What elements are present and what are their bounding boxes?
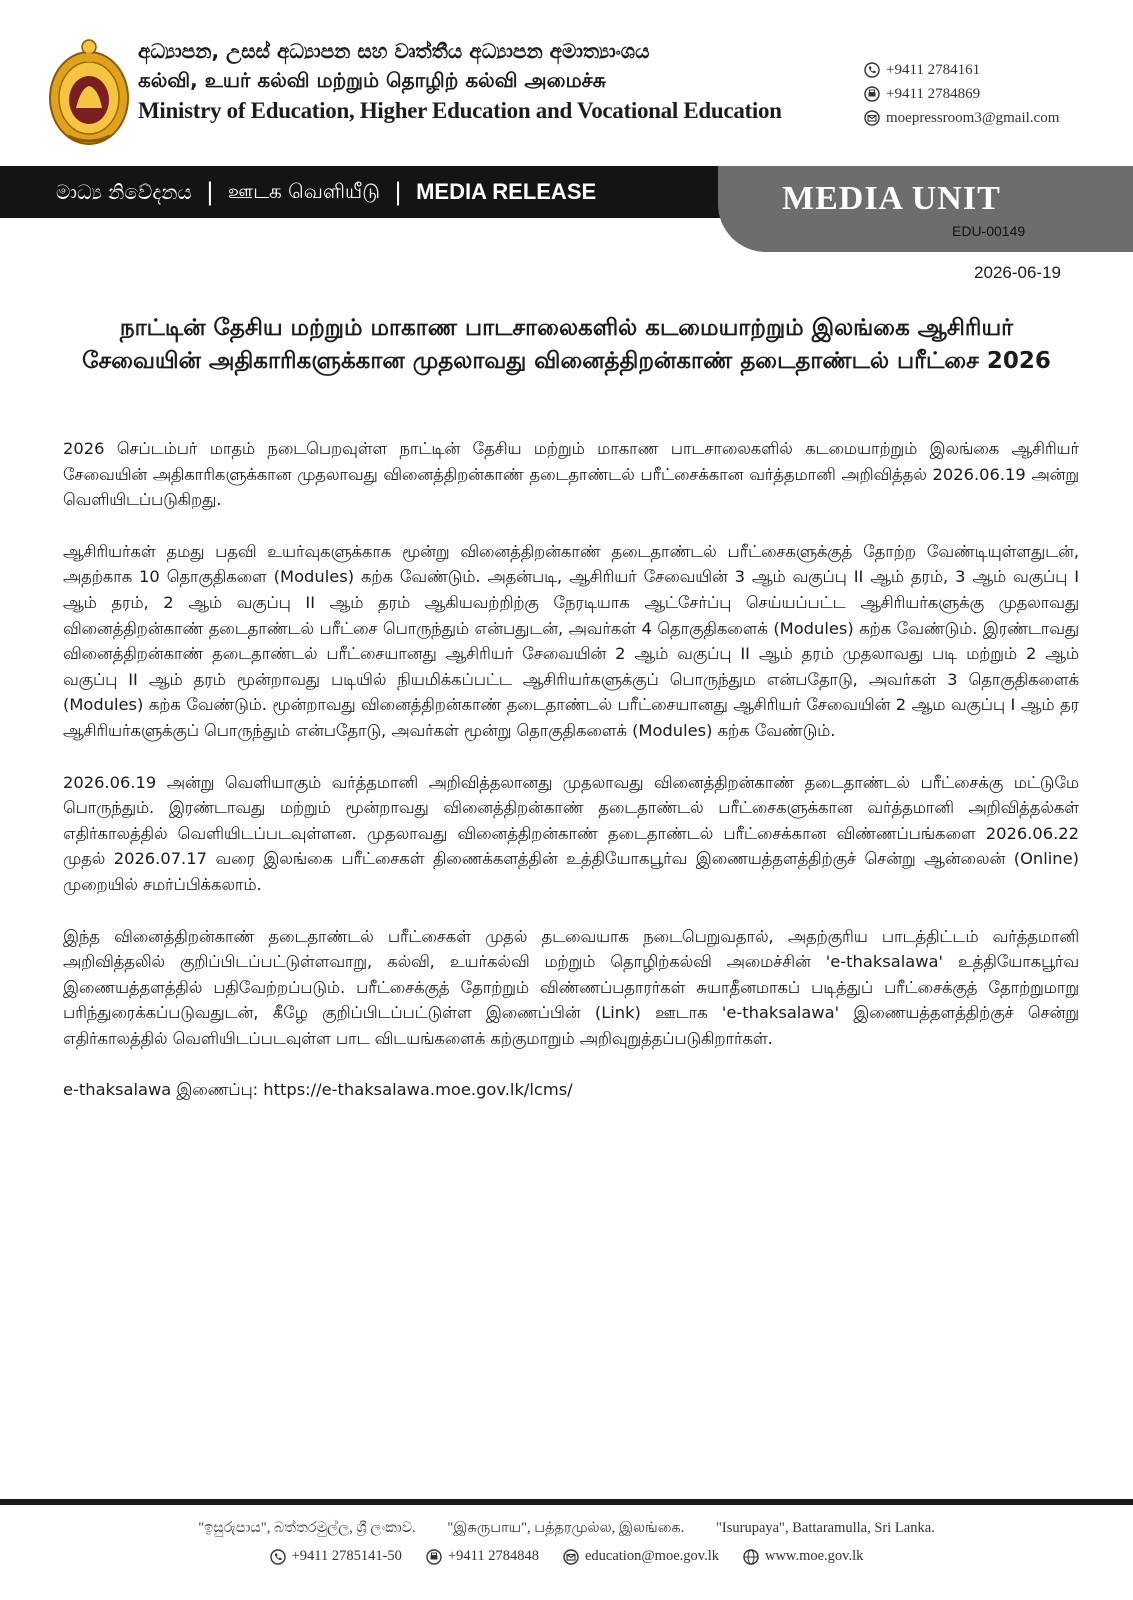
body-paragraph: ஆசிரியர்கள் தமது பதவி உயர்வுகளுக்காக மூன்று வினைத்திறன்காண் தடைதாண்டல் பரீட்சைகளுக்குத் தோற்ற வேண்டியுள்ளதுடன், அதற்காக 10 தொகுதிகளை (Modules) கற்க வேண்டும். அதன்படி, ஆசிரியர் சேவையின் 3 ஆம் வகுப்பு II ஆம் தரம், 3 ஆம் வகுப்பு I ஆம் தரம், 2 ஆம் வகுப்பு II ஆம் தரம் ஆகியவற்றிற்கு நேரடியாக ஆட்சேர்ப்பு செய்யப்பட்ட ஆசிரியர்களுக்கு முதலாவது வினைத்திறன்காண் தடைதாண்டல் பரீட்சை பொருந்தும் என்பதுடன், அவர்கள் 4 தொகுதிகளைக் (Modules) கற்க வேண்டும். இரண்டாவது வினைத்திறன்காண் தடைதாண்டல் பரீட்சையானது ஆசிரியர் சேவையின் 2 ஆம் வகுப்பு II ஆம் தரம் முதலாவது படி மற்றும் 2 ஆம் வகுப்பு II ஆம் தரம் மூன்றாவது படியில் நியமிக்கப்பட்ட ஆசிரியர்களுக்குப் பொருந்தும என்பதோடு, அவர்கள் 3 தொகுதிகளைக் (Modules) கற்க வேண்டும். மூன்றாவது வினைத்திறன்காண் தடைதாண்டல் பரீட்சையானது ஆசிரியர் சேவையின் 2 ஆம வகுப்பு I ஆம் தர ஆசிரியர்களுக்குப் பொருந்தும் என்பதோடு, அவர்கள் மூன்று தொகுதிகளைக் (Modules) கற்க வேண்டும். xyxy=(63,541,1079,740)
footer-phone-text: +9411 2785141-50 xyxy=(291,1548,402,1564)
fax-icon xyxy=(426,1549,442,1565)
footer-address-english: "Isurupaya", Battaramulla, Sri Lanka. xyxy=(715,1520,935,1536)
contact-fax-text: +9411 2784869 xyxy=(886,85,981,102)
ministry-name-tamil: கல்வி, உயர் கல்வி மற்றும் தொழிற் கல்வி அமைச்சு xyxy=(138,68,606,92)
email-icon xyxy=(864,110,880,126)
footer-web-text[interactable]: www.moe.gov.lk xyxy=(764,1548,864,1564)
footer-address-tamil: "இசுருபாய", பத்தரமுல்ல, இலங்கை. xyxy=(447,1520,685,1536)
ministry-name-english: Ministry of Education, Higher Education and Vocational Education xyxy=(138,98,782,123)
footer-address-sinhala: "ඉසුරුපාය", බත්තරමුල්ල, ශ්‍රී ලංකාව. xyxy=(198,1520,416,1536)
release-label-english: MEDIA RELEASE xyxy=(416,179,597,204)
fax-icon xyxy=(864,86,880,102)
footer xyxy=(0,1520,1133,1565)
ministry-name-block xyxy=(138,40,818,124)
contact-phone xyxy=(864,58,1059,82)
band-separator: | xyxy=(393,178,403,206)
contact-phone-text: +9411 2784161 xyxy=(886,61,981,78)
email-icon xyxy=(563,1549,579,1565)
phone-icon xyxy=(864,62,880,78)
release-labels xyxy=(56,166,596,218)
body-paragraph: 2026 செப்டம்பர் மாதம் நடைபெறவுள்ள நாட்டின் தேசிய மற்றும் மாகாண பாடசாலைகளில் கடமையாற்றும் இலங்கை ஆசிரியர் சேவையின் அதிகாரிகளுக்கான முதலாவது வினைத்திறன்காண் தடைதாண்டல் பரீட்சைக்கான வர்த்தமானி அறிவித்தல் 2026.06.19 அன்று வெளியிடப்படுகிறது. xyxy=(63,439,1079,510)
footer-fax-text: +9411 2784848 xyxy=(447,1548,539,1564)
footer-contacts xyxy=(0,1548,1133,1565)
footer-phone xyxy=(270,1548,402,1565)
national-emblem-icon xyxy=(48,38,130,148)
release-body xyxy=(63,436,1079,1129)
footer-email-text[interactable]: education@moe.gov.lk xyxy=(584,1548,719,1564)
reference-number: EDU-00149 xyxy=(952,223,1026,239)
contact-block xyxy=(864,58,1059,130)
footer-fax xyxy=(426,1548,539,1565)
footer-address xyxy=(0,1520,1133,1538)
release-label-tamil: ஊடக வெளியீடு xyxy=(227,178,380,203)
footer-email xyxy=(563,1548,719,1565)
contact-email xyxy=(864,106,1059,130)
ministry-name-sinhala: අධ්‍යාපන, උසස් අධ්‍යාපන සහ වෘත්තීය අධ්‍යාපන අමාත්‍යාංශය xyxy=(138,39,650,63)
media-unit-title: MEDIA UNIT xyxy=(782,180,1001,217)
body-paragraph: இந்த வினைத்திறன்காண் தடைதாண்டல் பரீட்சைகள் முதல் தடவையாக நடைபெறுவதால், அதற்குரிய பாடத்திட்டம் வர்த்தமானி அறிவித்தலில் குறிப்பிடப்பட்டுள்ளவாறு, கல்வி, உயர்கல்வி மற்றும் தொழிற்கல்வி அமைச்சின் 'e-thaksalawa' உத்தியோகபூர்வ இணையத்தளத்தில் பதிவேற்றப்படும். பரீட்சைக்குத் தோற்றும் விண்ணப்பதாரர்கள் சுயாதீனமாகப் படித்துப் பரீட்சைக்குத் தோற்றுமாறு பரிந்துரைக்கப்படுவதுடன், கீழே குறிப்பிடப்பட்டுள்ள இணைப்பின் (Link) ஊடாக 'e-thaksalawa' இணையத்தளத்திற்குச் சென்று எதிர்காலத்தில் வெளியிடப்படவுள்ள பாட விடயங்களைக் கற்குமாறும் அறிவுறுத்தப்படுகிறார்கள். xyxy=(63,926,1079,1048)
contact-fax xyxy=(864,82,1059,106)
media-unit-tab xyxy=(718,166,1133,252)
band-separator: | xyxy=(205,178,214,206)
globe-icon xyxy=(743,1549,759,1565)
release-title: நாட்டின் தேசிய மற்றும் மாகாண பாடசாலைகளில் கடமையாற்றும் இலங்கை ஆசிரியர் சேவையின் அதிகாரிகளுக்கான முதலாவது வினைத்திறன்காண் தடைதாண்டல் பரீட்சை 2026 xyxy=(82,315,1051,374)
contact-email-text[interactable]: moepressroom3@gmail.com xyxy=(886,109,1060,126)
footer-web xyxy=(743,1548,863,1565)
phone-icon xyxy=(270,1549,286,1565)
release-label-sinhala: මාධ්‍ය නිවේදනය xyxy=(56,180,192,204)
e-thaksalawa-link[interactable]: e-thaksalawa இணைப்பு: https://e-thaksalawa.moe.gov.lk/lcms/ xyxy=(63,1080,573,1100)
release-date: 2026-06-19 xyxy=(974,263,1061,282)
letterhead xyxy=(0,0,1133,160)
footer-divider xyxy=(0,1499,1133,1505)
body-paragraph: 2026.06.19 அன்று வெளியாகும் வர்த்தமானி அறிவித்தலானது முதலாவது வினைத்திறன்காண் தடைதாண்டல் பரீட்சைக்கு மட்டுமே பொருந்தும். இரண்டாவது மற்றும் மூன்றாவது வினைத்திறன்காண் தடைதாண்டல் பரீட்சைகளுக்கான வர்த்தமானி அறிவித்தல்கள் எதிர்காலத்தில் வெளியிடப்படவுள்ளன. முதலாவது வினைத்திறன்காண் தடைதாண்டல் பரீட்சைக்கான விண்ணப்பங்களை 2026.06.22 முதல் 2026.07.17 வரை இலங்கை பரீட்சைகள் திணைக்களத்தின் உத்தியோகபூர்வ இணையத்தளத்திற்குச் சென்று ஆன்லைன் (Online) முறையில் சமர்ப்பிக்கலாம். xyxy=(63,772,1079,894)
